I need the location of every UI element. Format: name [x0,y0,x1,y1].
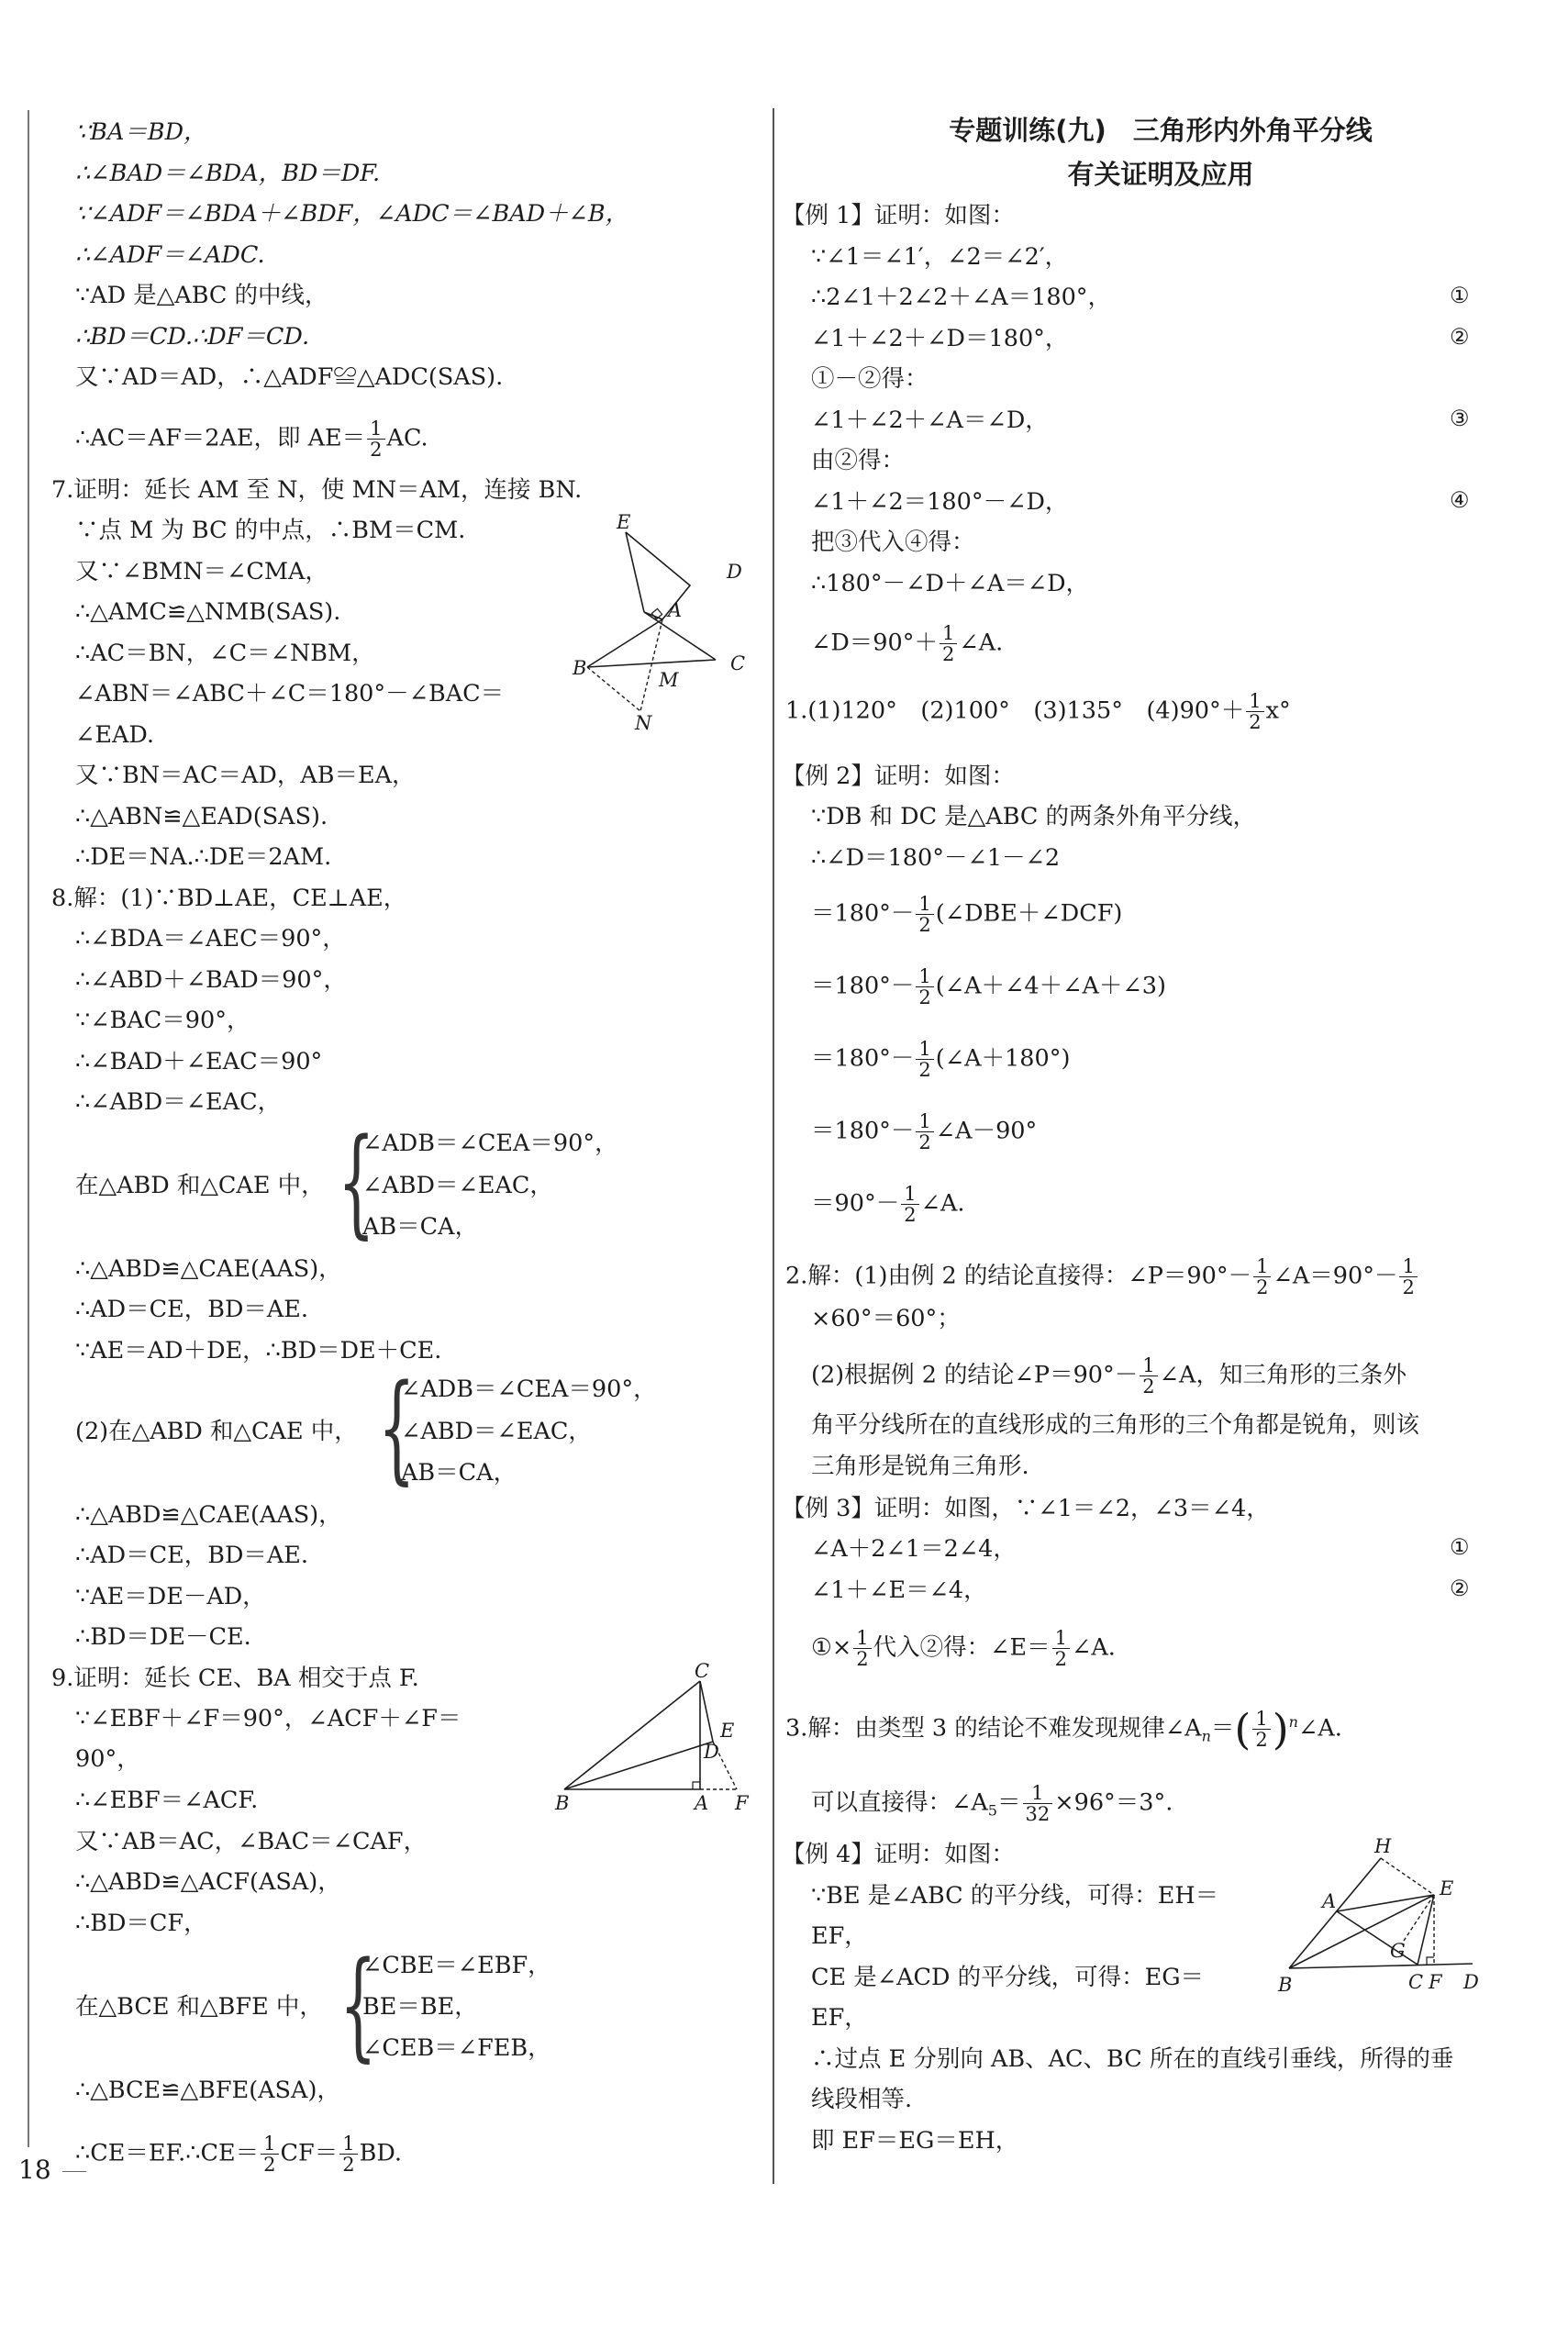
paren-left: ( [1234,1704,1251,1754]
text-line: ∵BE 是∠ABC 的平分线，可得：EH＝ [811,1882,1219,1910]
text-line: ∠CEB＝∠FEB， [362,2034,551,2062]
fraction: $\frac{1}{2}$ [367,418,384,460]
text-segment: (∠A＋180°) [935,1044,1071,1073]
fraction: $\frac{1}{2}$ [1140,1355,1157,1397]
fraction: $\frac{1}{2}$ [1399,1256,1417,1298]
text-line [811,894,1122,935]
problem-8-heading: 8.解：(1)∵BD⊥AE，CE⊥AE， [51,885,407,912]
text-segment: ＝180°－ [811,972,915,1000]
fraction: $\frac{1}{2}$ [940,623,957,664]
text-line: ∴BD＝DE－CE. [75,1623,251,1651]
point-label: B [555,1792,570,1814]
page-edge-line [28,110,29,2147]
equation-number: ④ [1450,487,1470,513]
text-line: ∠ABD＝∠EAC， [362,1172,553,1199]
text-line: 三角形是锐角三角形. [811,1453,1029,1480]
point-label: D [1463,1971,1479,1993]
problem-7-heading: 7.证明：延长 AM 至 N，使 MN＝AM，连接 BN. [51,476,583,504]
text-segment: ＝90°－ [811,1189,900,1218]
text-line: ∵AE＝DE－AD， [75,1583,266,1610]
text-line: ∵∠1＝∠1′，∠2＝∠2′， [811,243,1069,271]
text-segment: ＝ [996,1788,1021,1817]
fraction: $\frac{1}{32}$ [1023,1783,1053,1824]
text-line: ∴△ABD≌△CAE(AAS)， [75,1501,342,1529]
page-number [18,2155,86,2185]
point-label: A [1322,1890,1337,1912]
text-line: ∴△AMC≌△NMB(SAS). [75,598,341,626]
text-line: ∠1＋∠2＋∠D＝180°， [811,325,1069,352]
point-label: B [1278,1974,1293,1996]
text-segment: 1.(1)120° (2)100° (3)135° (4)90°＋ [785,696,1245,725]
fraction: $\frac{1}{2}$ [916,1111,933,1153]
text-line: ①－②得： [811,365,929,393]
exercise-3-line-1 [785,1704,1342,1754]
text-segment: ①× [811,1633,852,1662]
text-line [811,1039,1070,1080]
fraction: $\frac{1}{2}$ [339,2133,357,2175]
fraction: $\frac{1}{2}$ [1052,1628,1070,1669]
text-segment: ∠D＝90°＋ [811,629,939,657]
text-line: ∴BD＝CF， [75,1910,207,1937]
text-line: ∴△BCE≌△BFE(ASA)， [75,2077,340,2104]
point-label: B [573,657,587,679]
point-label: A [695,1792,709,1814]
text-segment: ＝ [1210,1714,1235,1743]
text-segment: ＝180°－ [811,1044,915,1073]
figure-problem-7 [569,509,762,734]
text-line: 在△BCE 和△BFE 中， [75,1993,323,2021]
point-label: N [635,712,652,734]
text-line: ∴2∠1＋2∠2＋∠A＝180°， [811,284,1112,311]
text-line: ∠ABN＝∠ABC＋∠C＝180°－∠BAC＝ [75,680,505,707]
text-segment: 2.解：(1)由例 2 的结论直接得：∠P＝90°－ [785,1262,1252,1290]
text-line: ∵BA＝BD， [75,118,207,146]
text-line: ∴△ABD≌△CAE(AAS)， [75,1255,342,1283]
text-line: ∴180°－∠D＋∠A＝∠D， [811,570,1090,597]
point-label: F [1429,1971,1442,1993]
fraction: $\frac{1}{2}$ [916,894,933,935]
exercise-1-answers [785,691,1291,732]
point-label: M [659,669,679,691]
text-line: ∴AD＝CE，BD＝AE. [75,1296,309,1323]
text-line: ∴△ABD≌△ACF(ASA)， [75,1868,341,1896]
text-line: ∴∠D＝180°－∠1－∠2 [811,844,1061,872]
text-line: ∴AD＝CE，BD＝AE. [75,1542,309,1569]
text-segment: ∠A. [1071,1633,1116,1662]
point-label: C [730,652,746,674]
text-segment: 代入②得：∠E＝ [873,1633,1051,1662]
text-line: (2)在△ABD 和△CAE 中， [75,1418,358,1445]
text-segment: ∠A－90° [935,1117,1038,1145]
text-line: BE＝BE， [362,1993,478,2021]
subscript: 5 [987,1801,997,1820]
point-label: C [1408,1971,1424,1993]
fraction: $\frac{1}{2}$ [1252,1709,1270,1750]
text-line: ∵AD 是△ABC 的中线， [75,282,328,309]
text-line: ∴∠ABD＋∠BAD＝90°， [75,966,347,994]
section-subtitle: 有关证明及应用 [1067,159,1254,190]
point-label: H [1374,1835,1392,1857]
text-segment: x° [1265,696,1291,725]
point-label: E [617,511,631,533]
figure-problem-9 [546,1661,762,1817]
text-line: ∴∠ABD＝∠EAC， [75,1088,282,1116]
text-line: ∴∠BAD＋∠EAC＝90° [75,1048,323,1075]
text-segment: ∴CE＝EF.∴CE＝ [75,2139,260,2167]
fraction: $\frac{1}{2}$ [853,1628,871,1669]
text-line: ∴∠BDA＝∠AEC＝90°， [75,925,346,952]
text-line: ∠1＋∠2＋∠A＝∠D， [811,407,1049,434]
text-line: ∵∠EBF＋∠F＝90°，∠ACF＋∠F＝ [75,1705,462,1732]
text-line: ∴△ABN≌△EAD(SAS). [75,803,328,830]
column-divider [773,108,774,2184]
exercise-2-line-1 [785,1256,1419,1298]
text-line [75,2133,402,2175]
text-line: ∵AE＝AD＋DE，∴BD＝DE＋CE. [75,1337,442,1364]
text-line: 把③代入④得： [811,529,975,556]
superscript: n [1288,1713,1298,1731]
text-segment: ∠A. [920,1189,965,1218]
equation-number: ② [1450,1576,1470,1601]
equation-number: ① [1450,283,1470,308]
equation-number: ③ [1450,406,1470,431]
text-segment: ∴AC＝AF＝2AE，即 AE＝ [75,424,366,452]
fraction: $\frac{1}{2}$ [901,1184,918,1225]
fraction: $\frac{1}{2}$ [1246,691,1263,732]
text-line: ∵DB 和 DC 是△ABC 的两条外角平分线， [811,803,1257,830]
text-line: EF， [811,2004,868,2032]
fraction: $\frac{1}{2}$ [261,2133,278,2175]
text-line: ∵∠ADF＝∠BDA＋∠BDF，∠ADC＝∠BAD＋∠B， [75,200,629,228]
point-label: C [695,1661,710,1682]
equation-number: ② [1450,324,1470,350]
text-line [75,418,428,460]
left-brace: { [338,1114,375,1251]
text-segment: ＝180°－ [811,899,915,928]
left-brace: { [378,1360,416,1497]
text-line: AB＝CA， [362,1213,479,1241]
point-label: E [1440,1877,1454,1899]
text-segment: ×96°＝3°. [1054,1788,1173,1817]
text-line [811,1184,964,1225]
page-number-dash [62,2171,86,2173]
text-segment: ∠A. [1297,1714,1342,1743]
text-line: 又∵BN＝AC＝AD，AB＝EA， [75,762,416,789]
text-line: 角平分线所在的直线形成的三角形的三个角都是锐角，则该 [811,1411,1420,1439]
text-segment: (∠DBE＋∠DCF) [935,899,1123,928]
point-label: G [1390,1940,1406,1962]
text-line [811,1628,1116,1669]
text-line: 即 EF＝EG＝EH， [811,2127,1019,2155]
text-line: ∴∠BAD＝∠BDA，BD＝DF. [75,160,381,187]
example-3-heading: 【例 3】证明：如图，∵∠1＝∠2，∠3＝∠4， [782,1495,1270,1522]
text-line: ∠EAD. [75,721,155,749]
figure-example-4 [1271,1831,1491,2000]
text-line: ∵∠BAC＝90°， [75,1007,250,1034]
text-line: 在△ABD 和△CAE 中， [75,1172,325,1199]
section-title: 专题训练(九) 三角形内外角平分线 [949,115,1373,146]
text-segment: 可以直接得：∠A [811,1788,988,1817]
text-line: CE 是∠ACD 的平分线，可得：EG＝ [811,1964,1205,1991]
text-line: ∵点 M 为 BC 的中点，∴BM＝CM. [75,517,466,544]
text-line: ∠ADB＝∠CEA＝90°， [401,1375,657,1403]
text-line: ∴BD＝CD.∴DF＝CD. [75,323,310,351]
text-line: AB＝CA， [401,1459,517,1487]
text-segment: 3.解：由类型 3 的结论不难发现规律∠A [785,1714,1202,1743]
text-segment: AC. [386,424,428,452]
text-line: ∠ADB＝∠CEA＝90°， [362,1130,618,1157]
example-2-heading: 【例 2】证明：如图： [782,763,1015,790]
equation-number: ① [1450,1534,1470,1560]
text-segment: BD. [359,2139,402,2167]
text-line: ∴AC＝BN，∠C＝∠NBM， [75,640,375,667]
text-line: ∠1＋∠E＝∠4， [811,1576,987,1604]
fraction: $\frac{1}{2}$ [1253,1256,1271,1298]
text-line: ∠CBE＝∠EBF， [362,1952,551,1979]
example-4-heading: 【例 4】证明：如图： [782,1841,1015,1868]
example-1-heading: 【例 1】证明：如图： [782,202,1015,229]
point-label: F [735,1792,749,1814]
text-line: ∠1＋∠2＝180°－∠D， [811,488,1069,516]
text-segment: ＝180°－ [811,1117,915,1145]
text-line: 线段相等. [811,2086,913,2113]
text-line: ∠A＋2∠1＝2∠4， [811,1535,1017,1563]
text-segment: (∠A＋∠4＋∠A＋∠3) [935,972,1166,1000]
text-line [811,1783,1173,1827]
text-segment: ∠A＝90°－ [1273,1262,1398,1290]
text-line: ∴过点 E 分别向 AB、AC、BC 所在的直线引垂线，所得的垂 [811,2045,1454,2073]
text-line [811,966,1166,1008]
text-line: 又∵∠BMN＝∠CMA， [75,558,328,585]
text-line: 又∵AD＝AD，∴△ADF≌△ADC(SAS). [75,363,504,391]
point-label: A [668,599,683,621]
text-segment: ∠A. [959,629,1004,657]
problem-9-heading: 9.证明：延长 CE、BA 相交于点 F. [51,1665,419,1692]
text-line: EF， [811,1922,868,1950]
fraction: $\frac{1}{2}$ [916,966,933,1008]
text-line: ∴∠ADF＝∠ADC. [75,241,265,269]
text-line: ×60°＝60°； [811,1305,961,1332]
text-line: 90°， [75,1745,140,1773]
text-line: 又∵AB＝AC，∠BAC＝∠CAF， [75,1828,428,1855]
text-line: ∴∠EBF＝∠ACF. [75,1787,259,1814]
point-label: D [727,561,742,583]
text-line [811,1111,1037,1153]
text-line: ∴DE＝NA.∴DE＝2AM. [75,843,332,871]
text-segment: (2)根据例 2 的结论∠P＝90°－ [811,1361,1139,1389]
text-line [811,623,1003,664]
point-label: E [720,1720,735,1742]
page-number-text: 18 [18,2155,51,2185]
text-line: 由②得： [811,447,906,474]
point-label: D [704,1741,719,1763]
subscript: n [1201,1727,1211,1745]
text-line: ∠ABD＝∠EAC， [401,1418,592,1445]
text-line [811,1355,1407,1397]
left-brace: { [339,1937,377,2074]
paren-right: ) [1272,1704,1289,1754]
fraction: $\frac{1}{2}$ [916,1039,933,1080]
text-segment: ∠A，知三角形的三条外 [1159,1361,1407,1389]
text-segment: CF＝ [280,2139,339,2167]
